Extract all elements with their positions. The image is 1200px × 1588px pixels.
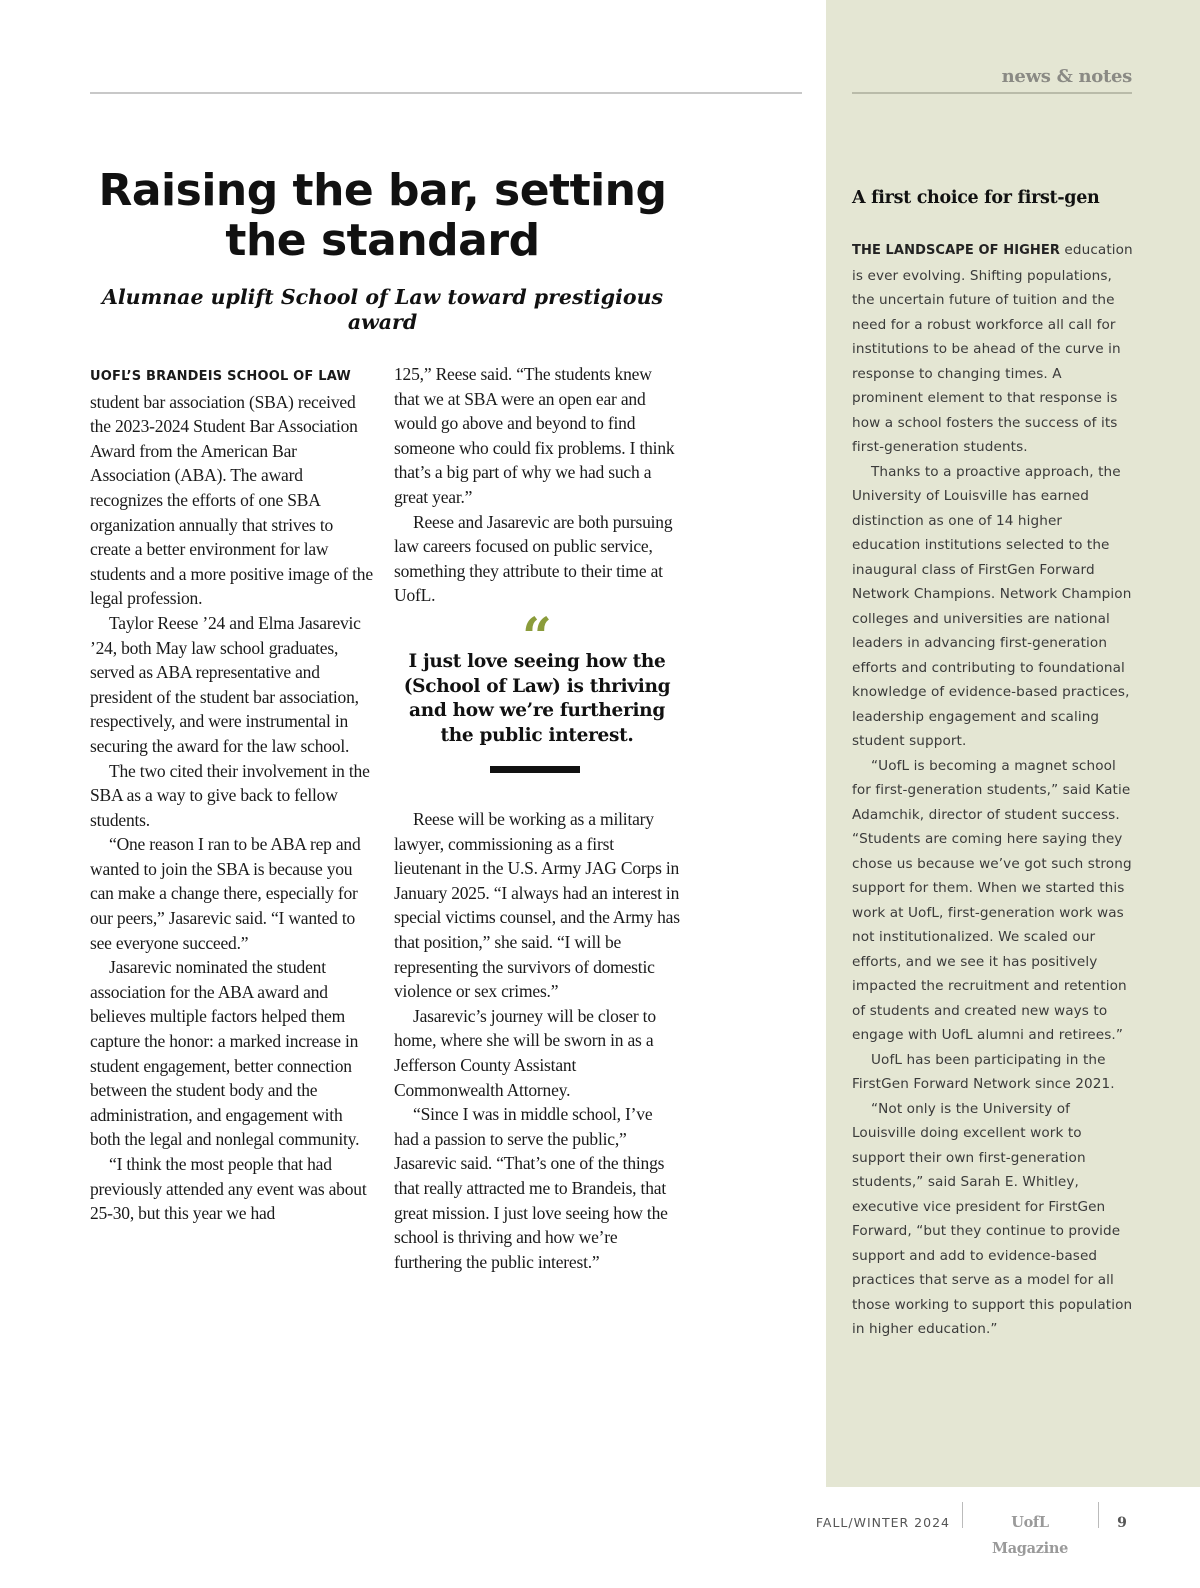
sidebar-paragraph: “Not only is the University of Louisville doing excellent work to support their own first-generation students,” said Sarah E. Whitley, executive vice president for FirstGen Forward, “but they continue to provide support and add to evidence-based practices that serve as a model for all those working to support this population in higher education.” [852, 1100, 1133, 1337]
footer-divider [962, 1502, 963, 1528]
sidebar-top-rule [852, 92, 1132, 94]
footer-season: FALL/WINTER 2024 [815, 1515, 950, 1530]
sidebar-leadin: THE LANDSCAPE OF HIGHER [852, 243, 1060, 258]
article-headline: Raising the bar, setting the standard [98, 165, 667, 266]
article-paragraph: “One reason I ran to be ABA rep and wanted to join the SBA is because you can make a change there, especially for our peers,” Jasarevic said. “I wanted to see everyone succeed.” [90, 834, 361, 953]
article-column-2-bottom [394, 807, 680, 1274]
article-paragraph: Taylor Reese ’24 and Elma Jasarevic ’24, both May law school graduates, served as ABA representative and president of the student bar association, respectively, and were instrumental in securing the award for the law school. [90, 612, 361, 756]
article-leadin: UOFL’S BRANDEIS SCHOOL OF LAW [90, 369, 351, 384]
sidebar-paragraph: “UofL is becoming a magnet school for first-generation students,” said Katie Adamchik, director of student success. “Students are coming here saying they chose us because we’ve got such strong support for them. When we started this work at UofL, first-generation work was not institutionalized. We scaled our efforts, and we see it has positively impacted the recruitment and retention of students and created new ways to engage with UofL alumni and retirees.” [852, 757, 1132, 1043]
section-label: news & notes [1001, 66, 1132, 87]
article-column-1 [90, 362, 376, 1226]
article-paragraph: 125,” Reese said. “The students knew that we at SBA were an open ear and would go above and beyond to find someone who could fix problems. I think that’s a big part of why we had such a great year.” [394, 364, 675, 507]
article-paragraph: Jasarevic’s journey will be closer to home, where she will be sworn in as a Jefferson County Assistant Commonwealth Attorney. [394, 1005, 656, 1100]
sidebar-body [852, 238, 1134, 1342]
pull-quote-rule [490, 766, 580, 773]
footer-divider [1098, 1502, 1099, 1528]
sidebar-title: A first choice for first-gen [852, 188, 1100, 208]
sidebar-paragraph: Thanks to a proactive approach, the University of Louisville has earned distinction as one of 14 higher education institutions selected to the inaugural class of FirstGen Forward Network Champions. Network Champion colleges and universities are national leaders in advancing first-generation efforts and contributing to foundational knowledge of evidence-based practices, leadership engagement and scaling student support. [852, 463, 1132, 749]
top-rule [90, 92, 802, 94]
footer-magazine-name: UofL Magazine [991, 1514, 1069, 1557]
sidebar-paragraph: UofL has been participating in the FirstGen Forward Network since 2021. [852, 1051, 1115, 1092]
article-paragraph: Jasarevic nominated the student association for the ABA award and believes multiple factors helped them capture the honor: a marked increase in student engagement, better connection between the student body and the administration, and engagement with both the legal and nonlegal community. [90, 957, 360, 1150]
article-paragraph: “Since I was in middle school, I’ve had a passion to serve the public,” Jasarevic said. “That’s one of the things that really attracted me to Brandeis, that great mission. I just love seeing how the school is thriving and how we’re furthering the public interest.” [394, 1104, 668, 1272]
sidebar-paragraph [852, 238, 1134, 460]
sidebar-paragraph-text: education is ever evolving. Shifting populations, the uncertain future of tuition and the need for a robust workforce all call for institutions to be ahead of the curve in response to changing times. A prominent element to that response is how a school fosters the success of its first-generation students. [852, 242, 1133, 455]
article-paragraph [90, 362, 376, 611]
article-column-2-top [394, 362, 680, 608]
page-number: 9 [1117, 1515, 1127, 1531]
article-paragraph: The two cited their involvement in the SBA as a way to give back to fellow students. [90, 760, 370, 830]
pull-quote: I just love seeing how the (School of Law) is thriving and how we’re furthering the public interest. [403, 651, 671, 746]
article-paragraph: “I think the most people that had previously attended any event was about 25-30, but this year we had [90, 1154, 367, 1224]
article-paragraph: Reese and Jasarevic are both pursuing law careers focused on public service, something they attribute to their time at UofL. [394, 511, 673, 606]
article-paragraph: Reese will be working as a military lawyer, commissioning as a first lieutenant in the U.S. Army JAG Corps in January 2025. “I always had an interest in special victims counsel, and the Army has that position,” she said. “I will be representing the survivors of domestic violence or sex crimes.” [394, 809, 680, 1002]
article-paragraph-text: student bar association (SBA) received the 2023-2024 Student Bar Association Award from the American Bar Association (ABA). The award recognizes the efforts of one SBA organization annually that strives to create a better environment for law students and a more positive image of the legal profession. [90, 391, 373, 609]
article-subhead: Alumnae uplift School of Law toward prestigious award [101, 285, 664, 334]
quote-mark-icon: “ [522, 607, 552, 668]
